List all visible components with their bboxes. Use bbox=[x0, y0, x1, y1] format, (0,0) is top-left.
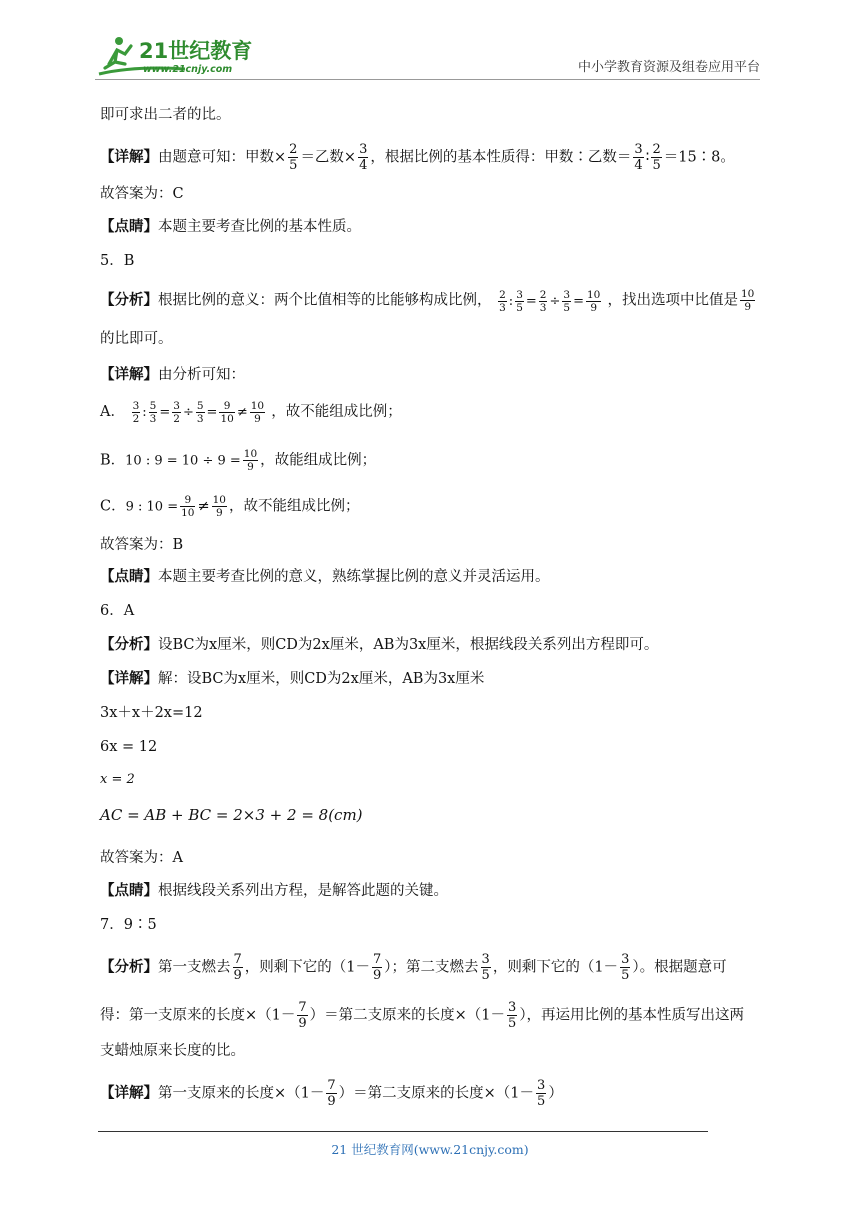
equation-line: 6x = 12 bbox=[100, 739, 158, 755]
equation-line: x = 2 bbox=[100, 772, 135, 787]
answer-line: 故答案为：C bbox=[100, 186, 184, 202]
equation-line: AC = AB + BC = 2×3 + 2 = 8(cm) bbox=[100, 806, 363, 824]
comment-line: 【点睛】本题主要考查比例的基本性质。 bbox=[100, 219, 361, 235]
detail-line: 【详解】由分析可知： bbox=[100, 367, 245, 383]
header-platform-text: 中小学教育资源及组卷应用平台 bbox=[577, 60, 760, 75]
text-line: 即可求出二者的比。 bbox=[100, 107, 231, 123]
comment-line: 【点睛】根据线段关系列出方程，是解答此题的关键。 bbox=[100, 883, 448, 899]
footer-text: 21 世纪教育网(www.21cnjy.com) bbox=[331, 1142, 529, 1157]
option-b-line: B．10 : 9 = 10 ÷ 9 = $\frac{10}{9}$ ，故能组成比例； bbox=[100, 448, 377, 473]
analysis-line: 【分析】设BC为x厘米，则CD为2x厘米，AB为3x厘米，根据线段关系列出方程即可。 bbox=[100, 637, 659, 653]
header-divider bbox=[95, 79, 760, 80]
equation-line: 3x＋x＋2x=12 bbox=[100, 705, 203, 721]
logo-21cnjy bbox=[95, 34, 275, 78]
option-c-line: C．9 : 10 = $\frac{9}{10}$ ≠ $\frac{10}{9}$ ，故不能组成比例； bbox=[100, 494, 360, 519]
analysis-line: 得：第一支原来的长度×（1－ $\frac{7}{9}$ ）＝第二支原来的长度×（1－ $\frac{3}{5}$ ），再运用比例的基本性质写出这两 bbox=[100, 1000, 745, 1031]
question-number: 5．B bbox=[100, 253, 135, 269]
svg-text:www.21cnjy.com: www.21cnjy.com bbox=[143, 64, 233, 75]
footer-divider bbox=[98, 1131, 708, 1132]
detail-line: 【详解】第一支原来的长度×（1－ $\frac{7}{9}$ ）＝第二支原来的长度×（1－ $\frac{3}{5}$ ） bbox=[100, 1078, 563, 1109]
fraction: $\frac{3}{4}$ bbox=[359, 142, 368, 173]
text-line: 的比即可。 bbox=[100, 331, 173, 347]
option-a-line: A． $\frac{3}{2}$ : $\frac{5}{3}$ = $\frac{3}{2}$ ÷ $\frac{5}{3}$ = $\frac{9}{10}$ ≠ $\frac{10}{9}$ ，故不能组成比例； bbox=[100, 400, 402, 425]
analysis-line: 【分析】根据比例的意义：两个比值相等的比能够构成比例， $\frac{2}{3}$ : $\frac{3}{5}$ = $\frac{2}{3}$ ÷ $\frac{3}{5}$ = $\frac{10}{9}$ ，找出选项中比值是 $\frac{10}{9}$ bbox=[100, 288, 755, 314]
answer-line: 故答案为：B bbox=[100, 537, 184, 553]
answer-line: 故答案为：A bbox=[100, 850, 183, 866]
analysis-line: 【分析】第一支燃去 $\frac{7}{9}$ ，则剩下它的（1－ $\frac{7}{9}$ ）；第二支燃去 $\frac{3}{5}$ ，则剩下它的（1－ $\frac{3}{5}$ ）。根据题意可 bbox=[100, 952, 727, 983]
question-number: 7．9∶5 bbox=[100, 917, 157, 933]
text-line: 支蜡烛原来长度的比。 bbox=[100, 1043, 245, 1059]
page-header bbox=[95, 28, 760, 78]
question-number: 6．A bbox=[100, 603, 135, 619]
fraction: $\frac{2}{5}$ bbox=[652, 142, 661, 173]
fraction: $\frac{3}{4}$ bbox=[634, 142, 643, 173]
svg-text:21世纪教育: 21世纪教育 bbox=[139, 39, 253, 63]
detail-line: 【详解】由题意可知：甲数× $\frac{2}{5}$ ＝乙数× $\frac{3}{4}$ ，根据比例的基本性质得：甲数∶乙数＝ $\frac{3}{4}$ ∶ $\frac{2}{5}$ ＝15∶8。 bbox=[100, 142, 735, 173]
fraction: $\frac{2}{5}$ bbox=[289, 142, 298, 173]
comment-line: 【点睛】本题主要考查比例的意义，熟练掌握比例的意义并灵活运用。 bbox=[100, 569, 550, 585]
detail-line: 【详解】解：设BC为x厘米，则CD为2x厘米，AB为3x厘米 bbox=[100, 671, 485, 687]
